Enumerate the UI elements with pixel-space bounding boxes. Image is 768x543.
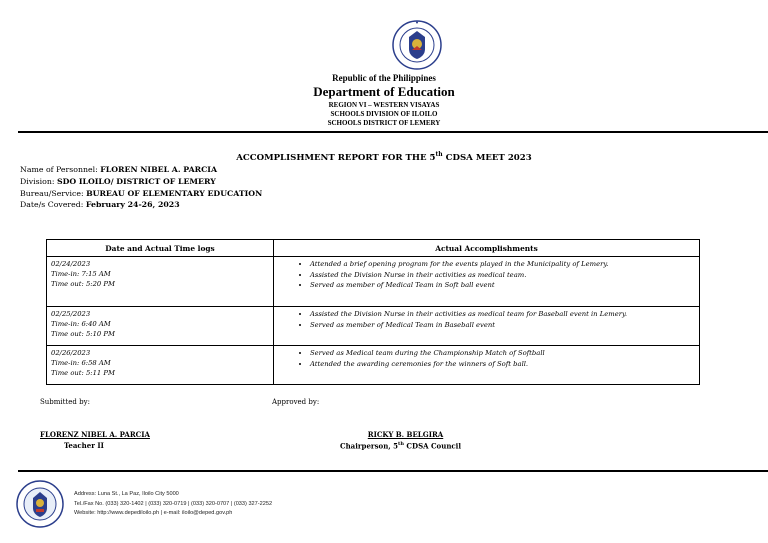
table-row [47,307,700,346]
accomplishment-cell [274,257,700,307]
header-divider [18,131,768,133]
log-date: 02/26/2023 [51,349,91,357]
footer-address: Address: Luna St., La Paz, Iloilo City 5000 [74,491,179,497]
table-header-accomplishments: Actual Accomplishments [274,240,700,257]
log-time-out: Time out: 5:10 PM [51,330,115,338]
info-bureau: Bureau/Service: BUREAU OF ELEMENTARY EDUCATION [20,189,263,198]
table-row [47,257,700,307]
division-label: SCHOOLS DIVISION OF ILOILO [330,110,438,118]
submitter-role: Teacher II [64,441,104,450]
footer-divider [18,470,768,472]
list-item: • Assisted the Division Nurse in their activities as medical team. [310,270,695,281]
list-item: • Served as member of Medical Team in Baseball event [310,320,695,331]
accomplishment-cell [274,307,700,346]
info-personnel: Name of Personnel: FLOREN NIBEL A. PARCIA [20,165,218,174]
table-header-date: Date and Actual Time logs [47,240,274,257]
report-title: ACCOMPLISHMENT REPORT FOR THE 5th CDSA MEET 2023 [236,151,532,163]
info-division: Division: SDO ILOILO/ DISTRICT OF LEMERY [20,177,216,186]
table-row [47,346,700,385]
approver-name: RICKY B. BELGIRA [367,430,444,439]
department-title: Department of Education [313,84,455,99]
time-log-cell [47,257,274,307]
log-time-out: Time out: 5:11 PM [51,369,115,377]
submitter-name: FLORENZ NIBEL A. PARCIA [40,430,150,439]
log-date: 02/25/2023 [51,310,91,318]
list-item: • Attended the awarding ceremonies for the winners of Soft ball. [310,359,695,370]
deped-seal-logo [392,20,442,70]
accomplishment-table [46,239,700,385]
approved-by-label: Approved by: [272,398,320,406]
division-seal-logo [16,480,64,528]
footer-telfax: Tel./Fax No. (033) 320-1402 | (033) 320-0719 | (033) 320-0707 | (033) 327-2252 [74,501,273,507]
approver-role: Chairperson, 5th CDSA Council [340,441,461,451]
list-item: • Assisted the Division Nurse in their activities as medical team for Baseball event in Lemery. [310,309,695,320]
district-label: SCHOOLS DISTRICT OF LEMERY [327,119,441,127]
log-time-out: Time out: 5:20 PM [51,280,115,288]
list-item: • Served as member of Medical Team in Soft ball event [310,280,695,291]
info-dates: Date/s Covered: February 24-26, 2023 [20,200,180,209]
table-header-row [47,240,700,257]
time-log-cell [47,307,274,346]
submitted-by-label: Submitted by: [40,398,90,406]
republic-label: Republic of the Philippines [332,73,436,83]
list-item: • Attended a brief opening program for the events played in the Municipality of Lemery. [310,259,695,270]
list-item: • Served as Medical team during the Championship Match of Softball [310,348,695,359]
log-time-in: Time-in: 6:58 AM [51,359,111,367]
log-time-in: Time-in: 7:15 AM [51,270,111,278]
log-date: 02/24/2023 [51,260,91,268]
region-label: REGION VI – WESTERN VISAYAS [328,101,440,109]
time-log-cell [47,346,274,385]
log-time-in: Time-in: 6:40 AM [51,320,111,328]
accomplishment-cell [274,346,700,385]
footer-website: Website: http://www.depediloilo.ph | e-mail: iloilo@deped.gov.ph [74,510,233,516]
